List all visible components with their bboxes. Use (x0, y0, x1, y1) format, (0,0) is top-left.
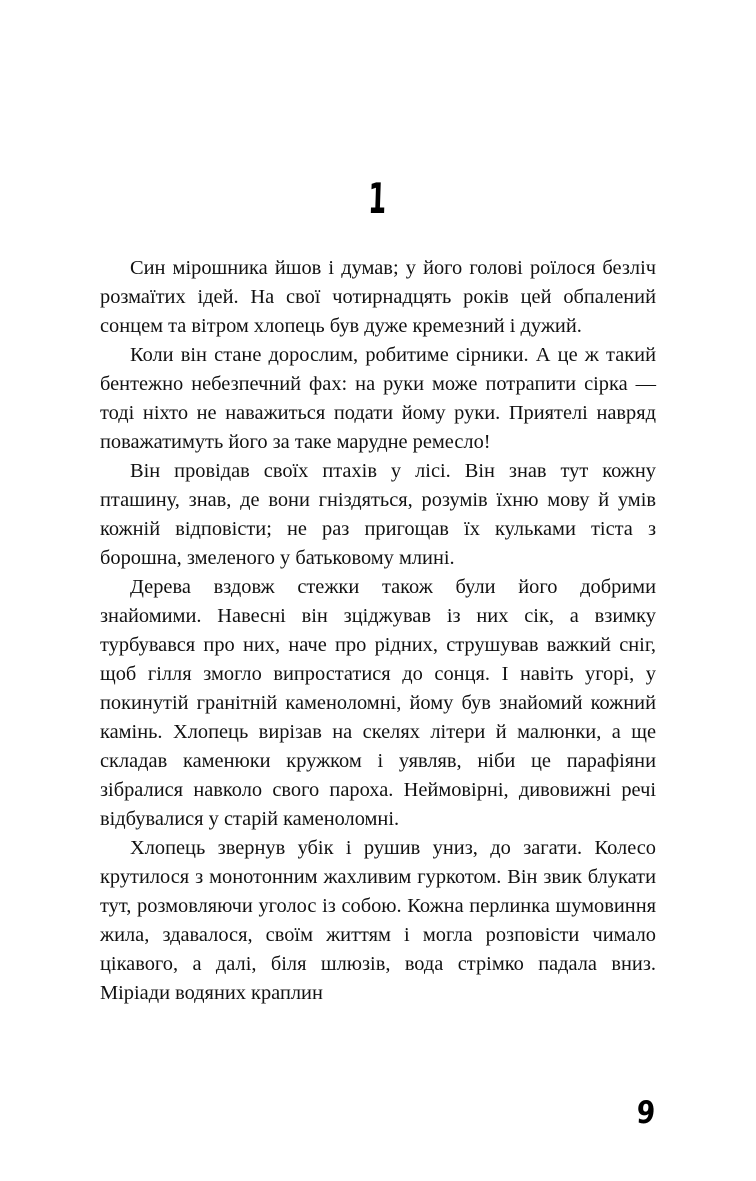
paragraph: Коли він стане дорослим, робитиме сірники. А це ж такий бентежно небезпечний фах: на руки може потрапити сірка — тоді ніхто не наважиться подати йому руки. Приятелі навряд поважатимуть його за таке марудне ремесло! (100, 344, 656, 453)
paragraph: Він провідав своїх птахів у лісі. Він знав тут кожну пташину, знав, де вони гніздяться, розумів їхню мову й умів кожній відповісти; не раз пригощав їх кульками тіста з борошна, змеленого у батьковому млині. (100, 460, 656, 569)
text-column (100, 174, 656, 1008)
paragraph: Дерева вздовж стежки також були його добрими знайомими. Навесні він зціджував із них сік, а взимку турбувався про них, наче про рідних, струшував важкий сніг, щоб гілля змогло випростатися до сонця. І навіть угорі, у покинутій гранітній каменоломні, йому був знайомий кожний камінь. Хлопець вирізав на скелях літери й малюнки, а ще складав каменюки кружком і уявляв, ніби це парафіяни зібралися навколо свого пароха. Неймовірні, дивовижні речі відбувалися у старій каменоломні. (100, 576, 656, 830)
paragraph: Син мірошника йшов і думав; у його голові роїлося безліч розмаїтих ідей. На свої чотирнадцять років цей обпалений сонцем та вітром хлопець був дуже кремезний і дужий. (100, 257, 656, 337)
chapter-number: 1 (367, 174, 388, 223)
paragraph: Хлопець звернув убік і рушив униз, до загати. Колесо крутилося з монотонним жахливим гуркотом. Він звик блукати тут, розмовляючи уголос із собою. Кожна перлинка шумовиння жила, здавалося, своїм життям і могла розповісти чимало цікавого, а далі, біля шлюзів, вода стрімко падала вниз. Міріади водяних краплин (100, 837, 656, 1004)
body-text (100, 254, 656, 1008)
page-number: 9 (635, 1095, 657, 1131)
